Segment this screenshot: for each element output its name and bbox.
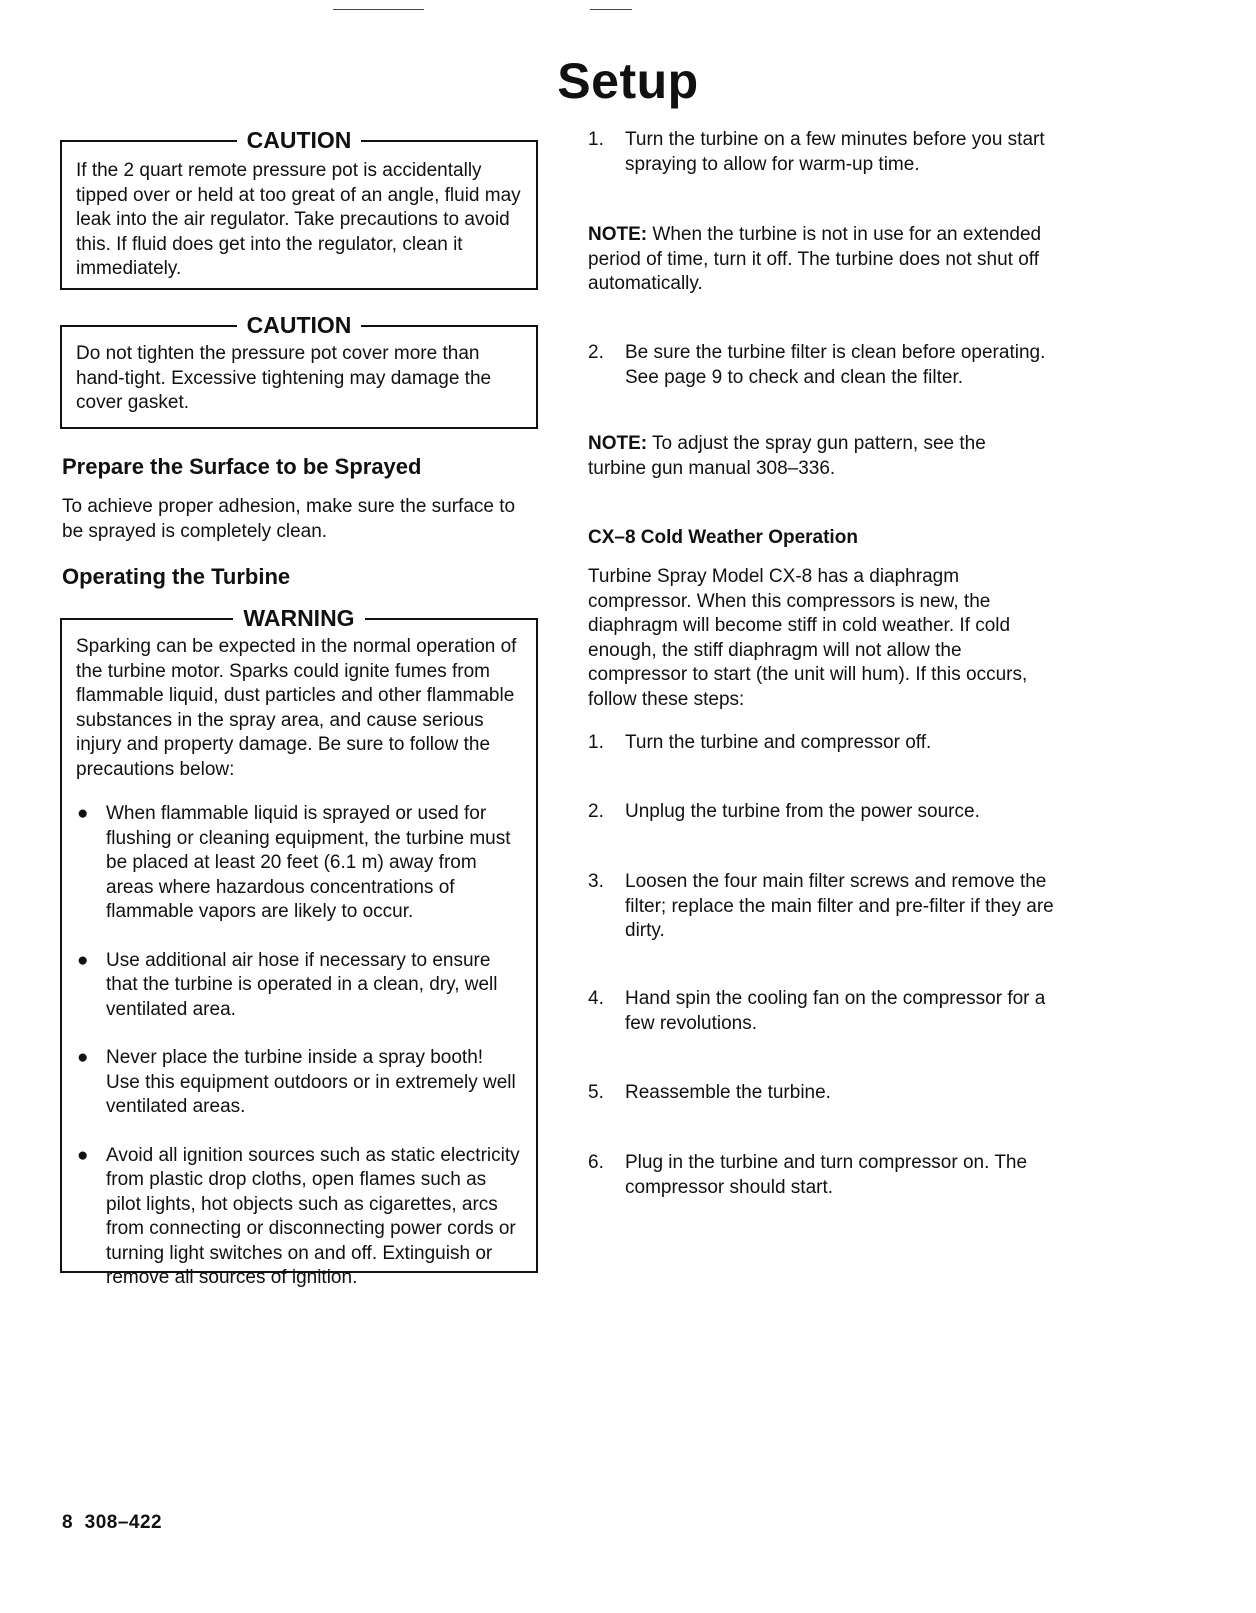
page-title: Setup (557, 53, 699, 109)
bullet-dot-icon: ● (77, 1047, 89, 1068)
cold-weather-heading: CX–8 Cold Weather Operation (588, 527, 858, 548)
warning-bullet: ● Avoid all ignition sources such as static electricity from plastic drop cloths, open flames such as pilot lights, hot objects such as cigarettes, arcs from connecting or disconnecting power cords or turning light switches on and off. Extinguish or remove all sources of ignition. (77, 1144, 520, 1288)
warning-box (60, 605, 538, 1288)
caution-heading-2: CAUTION (62, 312, 536, 338)
operating-turbine-heading: Operating the Turbine (62, 564, 291, 589)
step-2-filter: 2. Be sure the turbine filter is clean before operating. See page 9 to check and clean the filter. (588, 342, 1046, 388)
cold-step-1: 1. Turn the turbine and compressor off. (588, 732, 932, 753)
warning-bullet: ● Use additional air hose if necessary to ensure that the turbine is operated in a clean, dry, well ventilated area. (77, 949, 498, 1020)
caution-heading-1: CAUTION (62, 127, 536, 153)
cold-weather-intro: Turbine Spray Model CX-8 has a diaphragm compressor. When this compressors is new, the diaphragm will become stiff in cold weather. If cold enough, the stiff diaphragm will not allow the compressor to start (the unit will hum). If this occurs, follow these steps: (588, 566, 1028, 710)
cold-step-2: 2. Unplug the turbine from the power source. (588, 801, 980, 822)
cold-step-5: 5. Reassemble the turbine. (588, 1082, 831, 1103)
note-turbine-off: NOTE: When the turbine is not in use for an extended period of time, turn it off. The turbine does not shut off automatically. (588, 224, 1042, 294)
bullet-dot-icon: ● (77, 803, 89, 824)
caution-text-2: Do not tighten the pressure pot cover more than hand-tight. Excessive tightening may damage the cover gasket. (76, 343, 492, 413)
warning-bullet: ● Never place the turbine inside a spray booth! Use this equipment outdoors or in extremely well ventilated areas. (77, 1047, 516, 1117)
cold-step-4: 4. Hand spin the cooling fan on the compressor for a few revolutions. (588, 988, 1046, 1034)
prepare-surface-text: To achieve proper adhesion, make sure the surface to be sprayed is completely clean. (62, 496, 516, 542)
warning-bullet-list (76, 802, 522, 1291)
cold-step-3: 3. Loosen the four main filter screws and remove the filter; replace the main filter and pre-filter if they are dirty. (588, 871, 1054, 941)
top-rule-right (590, 9, 632, 10)
prepare-surface-heading: Prepare the Surface to be Sprayed (62, 454, 422, 479)
bullet-dot-icon: ● (77, 949, 89, 971)
page-footer: 8 308–422 (62, 1512, 163, 1533)
note-spray-pattern: NOTE: To adjust the spray gun pattern, see the turbine gun manual 308–336. (588, 433, 986, 479)
warning-bullet: ● When flammable liquid is sprayed or used for flushing or cleaning equipment, the turbine must be placed at least 20 feet (6.1 m) away from areas where hazardous concentrations of flammable vapors are likely to occur. (77, 803, 511, 922)
bullet-dot-icon: ● (77, 1144, 89, 1166)
warning-intro: Sparking can be expected in the normal operation of the turbine motor. Sparks could ignite fumes from flammable liquid, dust particles and other flammable substances in the spray area, and cause serious injury and property damage. Be sure to follow the precautions below: (76, 636, 517, 780)
caution-box-2 (60, 312, 538, 429)
warning-heading: WARNING (62, 605, 536, 631)
cold-step-6: 6. Plug in the turbine and turn compressor on. The compressor should start. (588, 1152, 1028, 1198)
caution-box-1 (60, 127, 538, 290)
caution-text-1: If the 2 quart remote pressure pot is accidentally tipped over or held at too great of an angle, fluid may leak into the air regulator. Take precautions to avoid this. If fluid does get into the regulator, clean it immediately. (76, 160, 521, 279)
top-rule-left (333, 9, 424, 10)
step-1-warmup: 1. Turn the turbine on a few minutes before you start spraying to allow for warm-up time. (588, 129, 1045, 175)
